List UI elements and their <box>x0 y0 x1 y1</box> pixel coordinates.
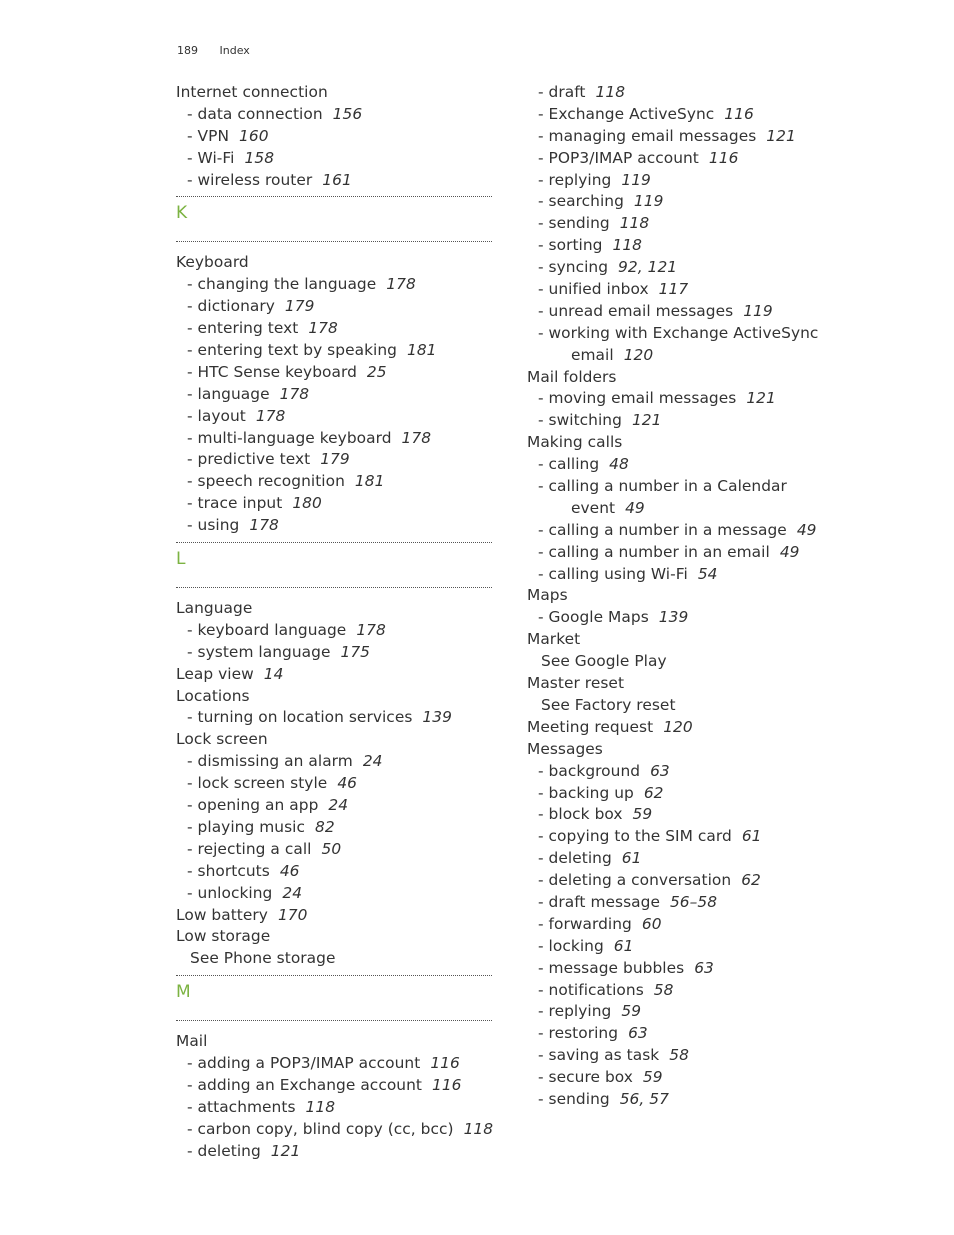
index-term: email <box>571 345 614 364</box>
index-subentry <box>527 191 857 213</box>
index-entry <box>176 664 492 686</box>
index-term: Market <box>527 630 581 649</box>
index-entry <box>527 739 857 761</box>
index-subentry <box>527 213 857 235</box>
index-term: - data connection <box>187 104 323 123</box>
index-column-right <box>527 82 857 1111</box>
index-term: - opening an app <box>187 796 319 815</box>
index-subentry <box>176 493 492 515</box>
index-term: - sending <box>538 214 610 233</box>
index-subentry <box>527 826 857 848</box>
index-column-left <box>176 82 492 1163</box>
index-subentry <box>527 1001 857 1023</box>
index-term: - calling a number in a Calendar <box>538 477 787 496</box>
page-reference-link[interactable]: 116 <box>708 148 739 167</box>
index-term: - attachments <box>187 1097 296 1116</box>
index-term: - managing email messages <box>538 126 757 145</box>
page-reference-link[interactable]: 119 <box>633 192 664 211</box>
index-letter-heading: K <box>176 196 492 242</box>
index-subentry <box>527 388 857 410</box>
index-entry <box>176 926 492 948</box>
index-subentry <box>176 861 492 883</box>
index-term: - secure box <box>538 1068 633 1087</box>
page-reference-link[interactable]: 178 <box>356 620 386 639</box>
index-term: - draft <box>538 83 586 101</box>
page-reference-link[interactable]: 178 <box>249 516 279 535</box>
index-subentry <box>527 148 857 170</box>
page-header <box>177 44 250 57</box>
index-term: - sorting <box>538 236 603 255</box>
index-see-reference <box>176 948 492 970</box>
index-subentry <box>176 296 492 318</box>
index-term: Internet connection <box>176 83 328 101</box>
page-reference-link[interactable]: 63 <box>628 1024 648 1043</box>
index-subentry <box>527 607 857 629</box>
index-term: - notifications <box>538 980 644 999</box>
index-subentry <box>527 476 857 498</box>
index-term: - deleting <box>187 1141 261 1160</box>
page-reference-link[interactable]: 49 <box>625 498 645 517</box>
index-term: - dictionary <box>187 297 275 316</box>
page-reference-link[interactable]: 161 <box>322 170 352 189</box>
index-subentry <box>176 883 492 905</box>
index-subentry <box>176 773 492 795</box>
page-reference-link[interactable]: 121 <box>746 389 776 408</box>
index-subentry <box>176 274 492 296</box>
index-term: - VPN <box>187 126 230 145</box>
index-term: - replying <box>538 170 612 189</box>
index-subentry <box>527 126 857 148</box>
page-reference-link[interactable]: 116 <box>430 1054 460 1073</box>
index-subentry <box>527 848 857 870</box>
page-reference-link[interactable]: 61 <box>741 827 762 846</box>
page-reference-link[interactable]: 24 <box>362 752 383 771</box>
page-reference-link[interactable]: 50 <box>321 839 342 858</box>
page-number: 189 <box>177 44 198 57</box>
index-term: - message bubbles <box>538 958 685 977</box>
index-subentry <box>176 1119 492 1141</box>
index-term: - dismissing an alarm <box>187 752 353 771</box>
index-term: - wireless router <box>187 170 313 189</box>
index-subentry <box>527 1089 857 1111</box>
index-term: - moving email messages <box>538 389 737 408</box>
index-term: - unlocking <box>187 883 273 902</box>
index-subentry <box>176 362 492 384</box>
index-term: - adding an Exchange account <box>187 1075 422 1094</box>
index-term: - entering text by speaking <box>187 341 397 360</box>
index-subentry <box>527 892 857 914</box>
index-subentry <box>527 235 857 257</box>
index-subentry <box>527 82 857 104</box>
page-reference-link[interactable]: 63 <box>650 761 670 780</box>
index-subentry <box>176 1053 492 1075</box>
index-term: - turning on location services <box>187 708 413 727</box>
index-term: - backing up <box>538 783 634 802</box>
index-term: - calling a number in an email <box>538 542 770 561</box>
page-reference-link[interactable]: 25 <box>366 362 387 381</box>
index-term: event <box>571 498 616 517</box>
index-term: - lock screen style <box>187 774 328 793</box>
index-term: - deleting <box>538 849 612 868</box>
index-subentry <box>527 1067 857 1089</box>
index-subentry <box>176 707 492 729</box>
page-reference-link[interactable]: 170 <box>277 905 308 924</box>
index-subentry <box>527 301 857 323</box>
index-term: Locations <box>176 686 250 705</box>
page-reference-link[interactable]: 117 <box>658 280 689 299</box>
index-subentry <box>527 279 857 301</box>
index-see-reference <box>527 651 857 673</box>
index-see-reference <box>527 695 857 717</box>
index-subentry <box>176 384 492 406</box>
page-reference-link[interactable]: 179 <box>284 297 315 316</box>
index-subentry <box>527 454 857 476</box>
index-entry <box>527 629 857 651</box>
index-term: - sending <box>538 1089 610 1108</box>
index-term: - carbon copy, blind copy (cc, bcc) <box>187 1119 454 1138</box>
index-term: - keyboard language <box>187 620 347 639</box>
index-subentry <box>527 542 857 564</box>
index-term: See Google Play <box>541 652 667 671</box>
page-reference-link[interactable]: 175 <box>340 642 371 661</box>
index-term: - replying <box>538 1002 612 1021</box>
page-reference-link[interactable]: 49 <box>796 520 817 539</box>
page-reference-link[interactable]: 179 <box>320 450 350 469</box>
index-term: - restoring <box>538 1024 619 1043</box>
index-subentry <box>527 498 857 520</box>
index-subentry <box>176 1141 492 1163</box>
page-reference-link[interactable]: 49 <box>779 542 800 561</box>
index-term: - layout <box>187 406 246 425</box>
page-reference-link[interactable]: 58 <box>653 980 674 999</box>
index-term: - copying to the SIM card <box>538 827 732 846</box>
section-title: Index <box>219 44 250 57</box>
index-term: - draft message <box>538 892 660 911</box>
index-term: - calling <box>538 455 600 474</box>
index-subentry <box>527 1045 857 1067</box>
index-term: Mail folders <box>527 367 617 386</box>
page-reference-link[interactable]: 46 <box>337 774 358 793</box>
index-term: - Wi-Fi <box>187 148 235 167</box>
index-subentry <box>176 449 492 471</box>
page-reference-link[interactable]: 14 <box>263 664 284 683</box>
page-reference-link[interactable]: 116 <box>432 1075 462 1094</box>
index-entry <box>527 717 857 739</box>
index-letter-heading: L <box>176 542 492 588</box>
index-entry <box>176 1031 492 1053</box>
index-term: - Google Maps <box>538 608 649 627</box>
index-subentry <box>176 170 492 192</box>
index-term: - language <box>187 384 270 403</box>
page-reference-link[interactable]: 82 <box>314 817 335 836</box>
index-term: - calling a number in a message <box>538 520 787 539</box>
page-reference-link[interactable]: 46 <box>279 861 300 880</box>
index-term: - background <box>538 761 641 780</box>
index-term: Lock screen <box>176 730 268 749</box>
page-reference-link[interactable]: 120 <box>663 717 693 736</box>
page-reference-link[interactable]: 59 <box>632 805 653 824</box>
index-entry <box>176 252 492 274</box>
page-reference-link[interactable]: 58 <box>669 1046 689 1065</box>
index-term: See Factory reset <box>541 695 676 714</box>
index-letter-heading: M <box>176 975 492 1021</box>
index-subentry <box>176 751 492 773</box>
page-reference-link[interactable]: 178 <box>279 384 310 403</box>
page-reference-link[interactable]: 178 <box>386 275 416 294</box>
index-term: - calling using Wi-Fi <box>538 564 688 583</box>
index-term: - adding a POP3/IMAP account <box>187 1054 421 1073</box>
page-reference-link[interactable]: 60 <box>641 914 662 933</box>
page-reference-link[interactable]: 121 <box>631 411 662 430</box>
index-subentry <box>176 428 492 450</box>
index-term: Making calls <box>527 433 623 452</box>
page-reference-link[interactable]: 118 <box>305 1097 336 1116</box>
index-entry <box>527 585 857 607</box>
index-term: - speech recognition <box>187 472 345 491</box>
index-term: Maps <box>527 586 568 605</box>
page-reference-link[interactable]: 118 <box>619 214 650 233</box>
index-subentry <box>176 839 492 861</box>
index-entry <box>527 367 857 389</box>
index-subentry <box>176 1097 492 1119</box>
index-term: Low battery <box>176 905 268 924</box>
index-subentry <box>527 520 857 542</box>
page-reference-link[interactable]: 61 <box>621 849 642 868</box>
index-term: - rejecting a call <box>187 839 312 858</box>
index-term: - playing music <box>187 817 305 836</box>
index-term: - Exchange ActiveSync <box>538 104 715 123</box>
page-reference-link[interactable]: 120 <box>623 345 654 364</box>
page-reference-link[interactable]: 118 <box>463 1119 494 1138</box>
index-term: See Phone storage <box>190 949 336 968</box>
index-subentry <box>176 104 492 126</box>
page-reference-link[interactable]: 121 <box>270 1141 301 1160</box>
index-term: Master reset <box>527 674 625 693</box>
index-term: Meeting request <box>527 717 654 736</box>
index-term: - multi-language keyboard <box>187 428 392 447</box>
index-entry <box>527 432 857 454</box>
index-entry <box>176 598 492 620</box>
index-subentry <box>176 340 492 362</box>
index-subentry <box>176 795 492 817</box>
index-entry <box>176 686 492 708</box>
index-term: - POP3/IMAP account <box>538 148 699 167</box>
page-reference-link[interactable]: 160 <box>239 126 269 145</box>
page-reference-link[interactable]: 24 <box>328 796 349 815</box>
index-term: - unified inbox <box>538 280 649 299</box>
index-subentry <box>527 410 857 432</box>
index-subentry <box>527 870 857 892</box>
page-reference-link[interactable]: 119 <box>743 301 773 320</box>
page-reference-link[interactable]: 178 <box>308 319 338 338</box>
index-term: - changing the language <box>187 275 377 294</box>
page-reference-link[interactable]: 139 <box>658 608 689 627</box>
page-reference-link[interactable]: 59 <box>621 1002 642 1021</box>
page-reference-link[interactable]: 56, 57 <box>619 1089 669 1108</box>
index-term: - saving as task <box>538 1046 660 1065</box>
index-term: - using <box>187 516 240 535</box>
index-subentry <box>176 406 492 428</box>
page-reference-link[interactable]: 116 <box>724 104 754 123</box>
index-subentry <box>527 170 857 192</box>
index-term: - working with Exchange ActiveSync <box>538 323 819 342</box>
index-subentry <box>176 817 492 839</box>
index-subentry <box>527 345 857 367</box>
index-term: - forwarding <box>538 914 632 933</box>
index-term: Keyboard <box>176 253 249 272</box>
page-reference-link[interactable]: 119 <box>621 170 651 189</box>
page-reference-link[interactable]: 158 <box>244 148 275 167</box>
page-reference-link[interactable]: 61 <box>613 936 634 955</box>
index-subentry <box>176 620 492 642</box>
index-term: - predictive text <box>187 450 311 469</box>
page-reference-link[interactable]: 92, 121 <box>618 258 678 277</box>
page-reference-link[interactable]: 180 <box>292 494 322 513</box>
page-reference-link[interactable]: 118 <box>612 236 643 255</box>
index-term: - block box <box>538 805 623 824</box>
index-term: - trace input <box>187 494 283 513</box>
page-reference-link[interactable]: 139 <box>422 708 452 727</box>
index-term: - system language <box>187 642 331 661</box>
index-term: - unread email messages <box>538 301 734 320</box>
page-reference-link[interactable]: 62 <box>643 783 664 802</box>
index-term: - locking <box>538 936 604 955</box>
index-subentry <box>527 804 857 826</box>
index-subentry <box>527 761 857 783</box>
index-subentry <box>176 1075 492 1097</box>
page-reference-link[interactable]: 62 <box>741 871 761 890</box>
index-subentry <box>527 914 857 936</box>
index-subentry <box>176 642 492 664</box>
index-entry <box>176 905 492 927</box>
page-reference-link[interactable]: 24 <box>282 883 303 902</box>
index-term: - shortcuts <box>187 861 270 880</box>
index-term: - HTC Sense keyboard <box>187 362 357 381</box>
page-reference-link[interactable]: 121 <box>766 126 796 145</box>
index-term: - switching <box>538 411 622 430</box>
index-term: - searching <box>538 192 624 211</box>
index-term: Low storage <box>176 927 271 946</box>
index-term: Mail <box>176 1032 208 1051</box>
index-term: Language <box>176 599 253 618</box>
index-term: - syncing <box>538 258 609 277</box>
page-reference-link[interactable]: 63 <box>694 958 714 977</box>
index-term: Messages <box>527 739 603 758</box>
page-reference-link[interactable]: 48 <box>609 455 629 474</box>
index-entry <box>176 729 492 751</box>
index-term: - deleting a conversation <box>538 871 732 890</box>
index-subentry <box>527 958 857 980</box>
index-subentry <box>527 1023 857 1045</box>
index-subentry <box>176 471 492 493</box>
index-subentry <box>527 257 857 279</box>
index-term: - entering text <box>187 319 299 338</box>
index-entry <box>176 82 492 104</box>
index-subentry <box>176 515 492 537</box>
index-term: Leap view <box>176 664 254 683</box>
page-reference-link[interactable]: 156 <box>332 104 363 123</box>
index-subentry <box>527 936 857 958</box>
index-subentry <box>176 148 492 170</box>
page-reference-link[interactable]: 56–58 <box>669 892 718 911</box>
index-subentry <box>176 126 492 148</box>
index-subentry <box>527 323 857 345</box>
index-subentry <box>527 980 857 1002</box>
page-reference-link[interactable]: 181 <box>406 341 437 360</box>
page-reference-link[interactable]: 54 <box>697 564 718 583</box>
index-subentry <box>527 564 857 586</box>
page-reference-link[interactable]: 178 <box>401 428 432 447</box>
index-subentry <box>176 318 492 340</box>
page-reference-link[interactable]: 181 <box>354 472 385 491</box>
index-subentry <box>527 783 857 805</box>
page-reference-link[interactable]: 118 <box>595 83 626 101</box>
page-reference-link[interactable]: 59 <box>642 1068 663 1087</box>
page-reference-link[interactable]: 178 <box>255 406 286 425</box>
index-subentry <box>527 104 857 126</box>
index-entry <box>527 673 857 695</box>
